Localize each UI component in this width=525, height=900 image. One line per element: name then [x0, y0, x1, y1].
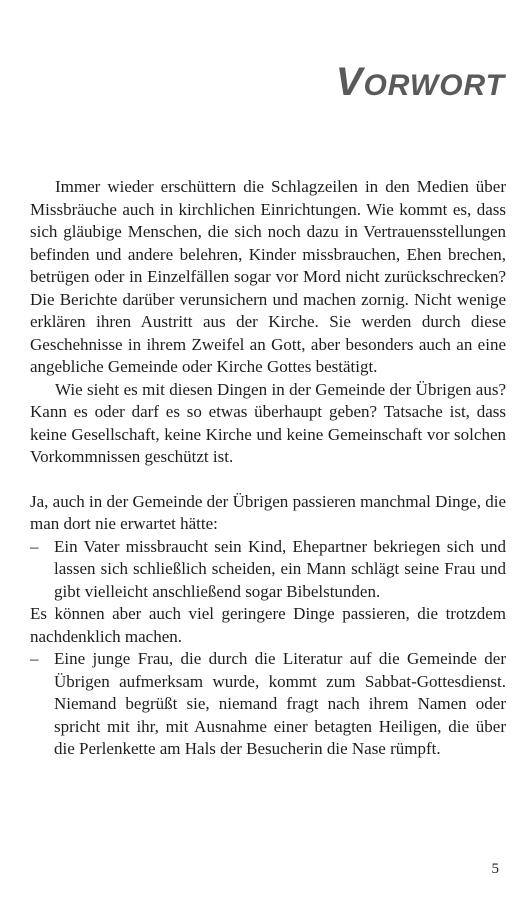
dash-item-1 — [30, 536, 506, 604]
dash-marker: – — [30, 536, 39, 556]
chapter-title-initial: V — [335, 60, 364, 104]
paragraph-2: Wie sieht es mit diesen Dingen in der Gemeinde der Übrigen aus? Kann es oder darf es so etwas überhaupt geben? Tatsache ist, dass keine Gesellschaft, keine Kirche und keine Gemeinschaft vor solchen Vorkommnissen geschützt ist. — [30, 379, 506, 466]
paragraph-3: Ja, auch in der Gemeinde der Übrigen passieren manchmal Dinge, die man dort nie erwartet hätte: — [30, 491, 506, 533]
chapter-title — [336, 62, 505, 102]
page-number: 5 — [491, 861, 499, 877]
paragraph-4: Es können aber auch viel geringere Dinge passieren, die trotzdem nachdenklich machen. — [30, 604, 506, 646]
paragraph-1: Immer wieder erschüttern die Schlagzeilen in den Medien über Missbräuche auch in kirchlichen Einrichtungen. Wie kommt es, dass sich gläubige Menschen, die sich noch dazu in Vertrauensstellungen befinden und andere belehren, Kinder missbrauchen, Ehen brechen, betrügen oder in Einzelfällen sogar vor Mord nicht zurückschrecken? Die Berichte darüber verunsichern und machen zornig. Nicht wenige erklären ihren Austritt aus der Kirche. Sie werden durch diese Geschehnisse in ihrem Zweifel an Gott, aber besonders auch an eine angebliche Gemeinde oder Kirche Gottes bestätigt. — [30, 177, 506, 376]
dash-item-text: Eine junge Frau, die durch die Literatur auf die Gemeinde der Übrigen aufmerksam wurde, kommt zum Sabbat-Gottesdienst. Niemand begrüßt sie, niemand fragt nach ihrem Namen oder spricht mit ihr, mit Ausnahme einer betagten Heiligen, die über die Perlenkette am Hals der Besucherin die Nase rümpft. — [54, 649, 506, 758]
dash-item-2 — [30, 648, 506, 761]
chapter-title-rest: ORWORT — [363, 69, 505, 102]
chapter-body — [30, 176, 506, 761]
dash-item-text: Ein Vater missbraucht sein Kind, Ehepartner bekriegen sich und lassen sich schließlich scheiden, ein Mann schlägt seine Frau und gibt vielleicht anschließend sogar Bibelstunden. — [54, 536, 506, 601]
dash-marker: – — [30, 649, 39, 668]
